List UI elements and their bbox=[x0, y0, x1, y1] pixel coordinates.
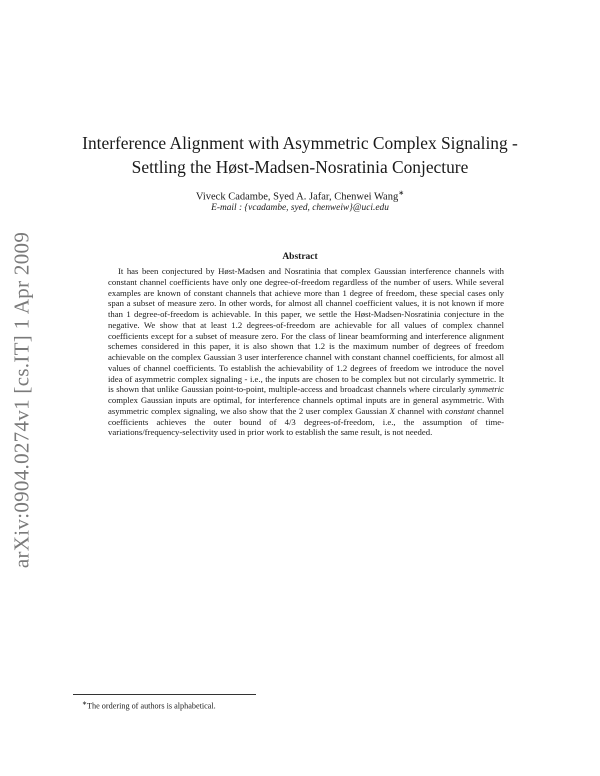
author-footnote-mark: ∗ bbox=[398, 189, 405, 197]
author-email: E-mail : {vcadambe, syed, chenweiw}@uci.edu bbox=[211, 203, 389, 213]
paper-title bbox=[60, 131, 540, 179]
title-line-1: Interference Alignment with Asymmetric Complex Signaling - bbox=[82, 133, 518, 153]
footnote-mark: ∗ bbox=[82, 701, 88, 707]
abstract-part-1: It has been conjectured by Høst-Madsen and Nosratinia that complex Gaussian interference channels with constant channel coefficients have only one degree-of-freedom regardless of the number of users. While several examples are known of constant channels that achieve more than 1 degree of freedom, these special cases only span a subset of measure zero. In other words, for almost all channel coefficient values, it is not known if more than 1 degree-of-freedom is achievable. In this paper, we settle the Høst-Madsen-Nosratinia conjecture in the negative. We show that at least 1.2 degrees-of-freedom are achievable for all values of complex channel coefficients except for a subset of measure zero. For the class of linear beamforming and interference alignment schemes considered in this paper, it is also shown that 1.2 is the maximum number of degrees of freedom achievable on the complex Gaussian 3 user interference channel with constant channel coefficients, for almost all values of channel coefficients. To establish the achievability of 1.2 degrees of freedom we introduce the novel idea of asymmetric complex signaling - i.e., the inputs are chosen to be complex but not circularly symmetric. It is shown that unlike Gaussian point-to-point, multiple-access and broadcast channels where circularly bbox=[108, 266, 504, 395]
title-line-2: Settling the Høst-Madsen-Nosratinia Conjecture bbox=[131, 157, 469, 177]
abstract-heading: Abstract bbox=[282, 252, 318, 262]
abstract-part-4: channel coefficients achieves the outer bound of 4/3 degrees-of-freedom, i.e., the assumption of time-variations/frequency-selectivity used in prior work to establish the same result, is not needed. bbox=[108, 405, 505, 438]
abstract-body bbox=[108, 266, 504, 438]
authors-text: Viveck Cadambe, Syed A. Jafar, Chenwei Wang bbox=[195, 191, 399, 203]
abstract-italic-x: X bbox=[389, 405, 395, 416]
abstract-part-3: channel with bbox=[394, 405, 445, 416]
footnote-text: The ordering of authors is alphabetical. bbox=[87, 701, 216, 711]
arxiv-identifier: arXiv:0904.0274v1 [cs.IT] 1 Apr 2009 bbox=[9, 231, 34, 569]
abstract-italic-constant: constant bbox=[445, 405, 475, 416]
footnote bbox=[82, 699, 522, 712]
abstract-part-2: complex Gaussian inputs are optimal, for interference channels optimal inputs are in general asymmetric. With asymmetric complex signaling, we also show that the 2 user complex Gaussian bbox=[108, 395, 504, 416]
abstract-italic-symmetric: symmetric bbox=[468, 384, 504, 395]
footnote-rule bbox=[73, 694, 256, 695]
